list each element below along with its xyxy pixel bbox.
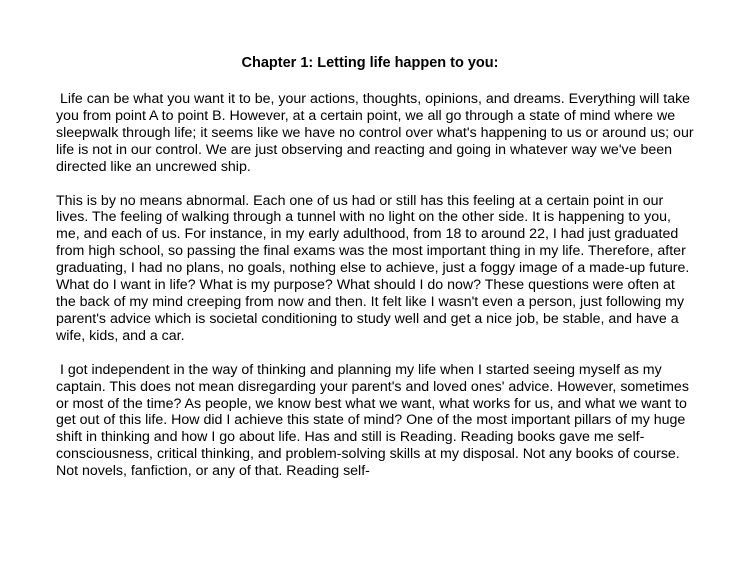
chapter-title: Chapter 1: Letting life happen to you: <box>241 55 499 71</box>
paragraph-1: Life can be what you want it to be, your actions, thoughts, opinions, and dreams. Everything will take you from point A to point B. However, at a certain point, we all go through a state of mind where we sleepwalk through life; it seems like we have no control over what's happening to us or around us; our life is not in our control. We are just observing and reacting and going in whatever way we've been directed like an uncrewed ship. <box>56 91 698 175</box>
paragraph-3: I got independent in the way of thinking and planning my life when I started seeing myself as my captain. This does not mean disregarding your parent's and loved ones' advice. However, sometimes or most of the time? As people, we know best what we want, what works for us, and what we want to get out of this life. How did I achieve this state of mind? One of the most important pillars of my huge shift in thinking and how I go about life. Has and still is Reading. Reading books gave me self-consciousness, critical thinking, and problem-solving skills at my disposal. Not any books of course. Not novels, fanfiction, or any of that. Reading self- <box>56 361 693 480</box>
paragraph-2: This is by no means abnormal. Each one of us had or still has this feeling at a certain point in our lives. The feeling of walking through a tunnel with no light on the other side. It is happening to you, me, and each of us. For instance, in my early adulthood, from 18 to around 22, I had just graduated from high school, so passing the final exams was the most important thing in my life. Therefore, after graduating, I had no plans, no goals, nothing else to achieve, just a foggy image of a made-up future. What do I want in life? What is my purpose? What should I do now? These questions were often at the back of my mind creeping from now and then. It felt like I wasn't even a person, just following my parent's advice which is societal conditioning to study well and get a nice job, be stable, and have a wife, kids, and a car. <box>56 192 694 344</box>
document-page <box>56 55 696 497</box>
